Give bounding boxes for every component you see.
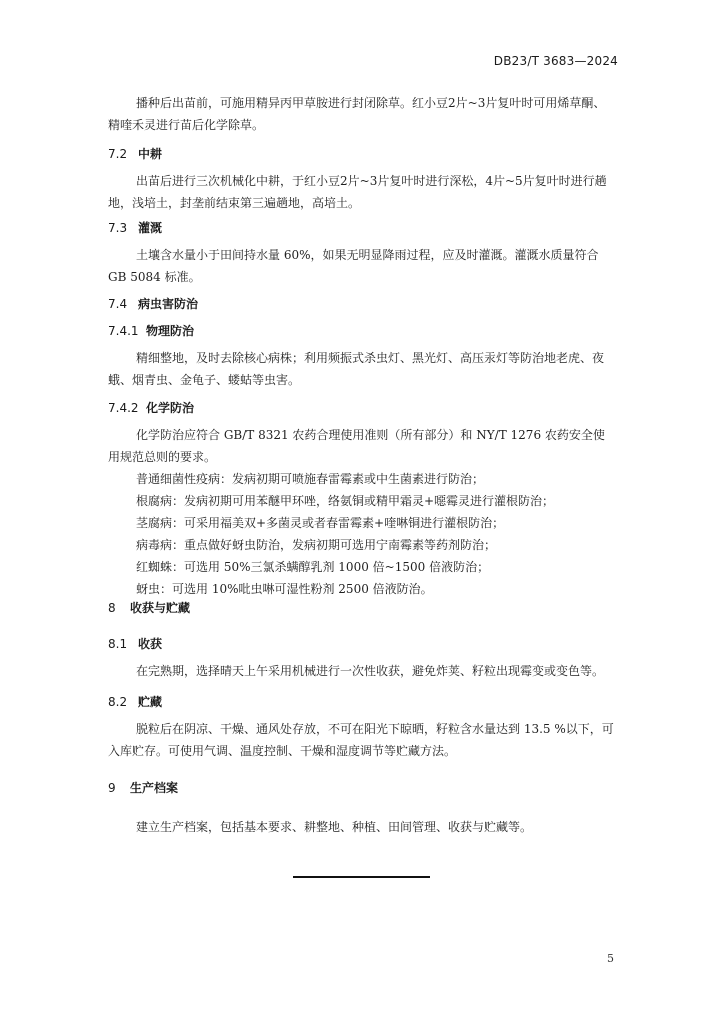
heading-8-2 [108, 694, 162, 710]
heading-7-2 [108, 146, 162, 162]
page-number: 5 [607, 952, 614, 965]
harvest-paragraph: 在完熟期，选择晴天上午采用机械进行一次性收获，避免炸荚、籽粒出现霉变或变色等。 [136, 664, 605, 678]
section-title: 化学防治 [146, 401, 195, 415]
heading-7-4-1 [108, 323, 194, 339]
section-number: 7.4.1 [108, 324, 139, 338]
section-title: 收获与贮藏 [130, 601, 191, 615]
section-number: 9 [108, 781, 116, 795]
list-item: 蚜虫：可选用 10%吡虫啉可湿性粉剂 2500 倍液防治。 [136, 582, 433, 596]
section-title: 病虫害防治 [138, 297, 199, 311]
list-item: 茎腐病：可采用福美双+多菌灵或者春雷霉素+喹啉铜进行灌根防治； [136, 516, 505, 530]
list-item: 普通细菌性疫病：发病初期可喷施春雷霉素或中生菌素进行防治； [136, 472, 485, 486]
section-number: 7.2 [108, 147, 128, 161]
section-title: 贮藏 [138, 695, 163, 709]
section-title: 物理防治 [146, 324, 195, 338]
list-item: 红蜘蛛：可选用 50%三氯杀螨醇乳剂 1000 倍~1500 倍液防治； [136, 560, 490, 574]
section-title: 生产档案 [130, 781, 179, 795]
section-title: 收获 [138, 637, 163, 651]
section-title: 中耕 [138, 147, 163, 161]
section-number: 8.2 [108, 695, 128, 709]
section-title: 灌溉 [138, 221, 163, 235]
records-paragraph: 建立生产档案，包括基本要求、耕整地、种植、田间管理、收获与贮藏等。 [136, 820, 533, 834]
heading-8-1 [108, 636, 162, 652]
cultivation-paragraph: 出苗后进行三次机械化中耕，于红小豆2片~3片复叶时进行深松，4片~5片复叶时进行趟地，浅培土，封垄前结束第三遍趟地，高培土。 [108, 174, 607, 210]
heading-9 [108, 780, 178, 796]
end-rule [293, 876, 430, 878]
section-number: 7.4 [108, 297, 128, 311]
weeding-paragraph: 播种后出苗前，可施用精异丙甲草胺进行封闭除草。红小豆2片~3片复叶时可用烯草酮、精喹禾灵进行苗后化学除草。 [108, 96, 606, 132]
chemical-control-block [108, 424, 616, 600]
section-number: 8.1 [108, 637, 128, 651]
list-item: 根腐病：发病初期可用苯醚甲环唑，络氨铜或精甲霜灵+噁霉灵进行灌根防治； [136, 494, 555, 508]
irrigation-paragraph: 土壤含水量小于田间持水量 60%，如果无明显降雨过程，应及时灌溉。灌溉水质量符合 GB 5084 标准。 [108, 248, 599, 284]
list-item: 病毒病：重点做好蚜虫防治，发病初期可选用宁南霉素等药剂防治； [136, 538, 497, 552]
document-id: DB23/T 3683—2024 [493, 54, 618, 68]
storage-paragraph: 脱粒后在阴凉、干燥、通风处存放，不可在阳光下晾晒，籽粒含水量达到 13.5 %以下，可入库贮存。可使用气调、温度控制、干燥和湿度调节等贮藏方法。 [108, 722, 614, 758]
chemical-control-intro: 化学防治应符合 GB/T 8321 农药合理使用准则（所有部分）和 NY/T 1276 农药安全使用规范总则的要求。 [108, 428, 605, 464]
physical-control-paragraph: 精细整地，及时去除核心病株；利用频振式杀虫灯、黑光灯、高压汞灯等防治地老虎、夜蛾、烟青虫、金龟子、蝼蛄等虫害。 [108, 351, 605, 387]
section-number: 8 [108, 601, 116, 615]
section-number: 7.3 [108, 221, 128, 235]
heading-7-4-2 [108, 400, 194, 416]
heading-8 [108, 600, 190, 616]
section-number: 7.4.2 [108, 401, 139, 415]
heading-7-4 [108, 296, 198, 312]
heading-7-3 [108, 220, 162, 236]
